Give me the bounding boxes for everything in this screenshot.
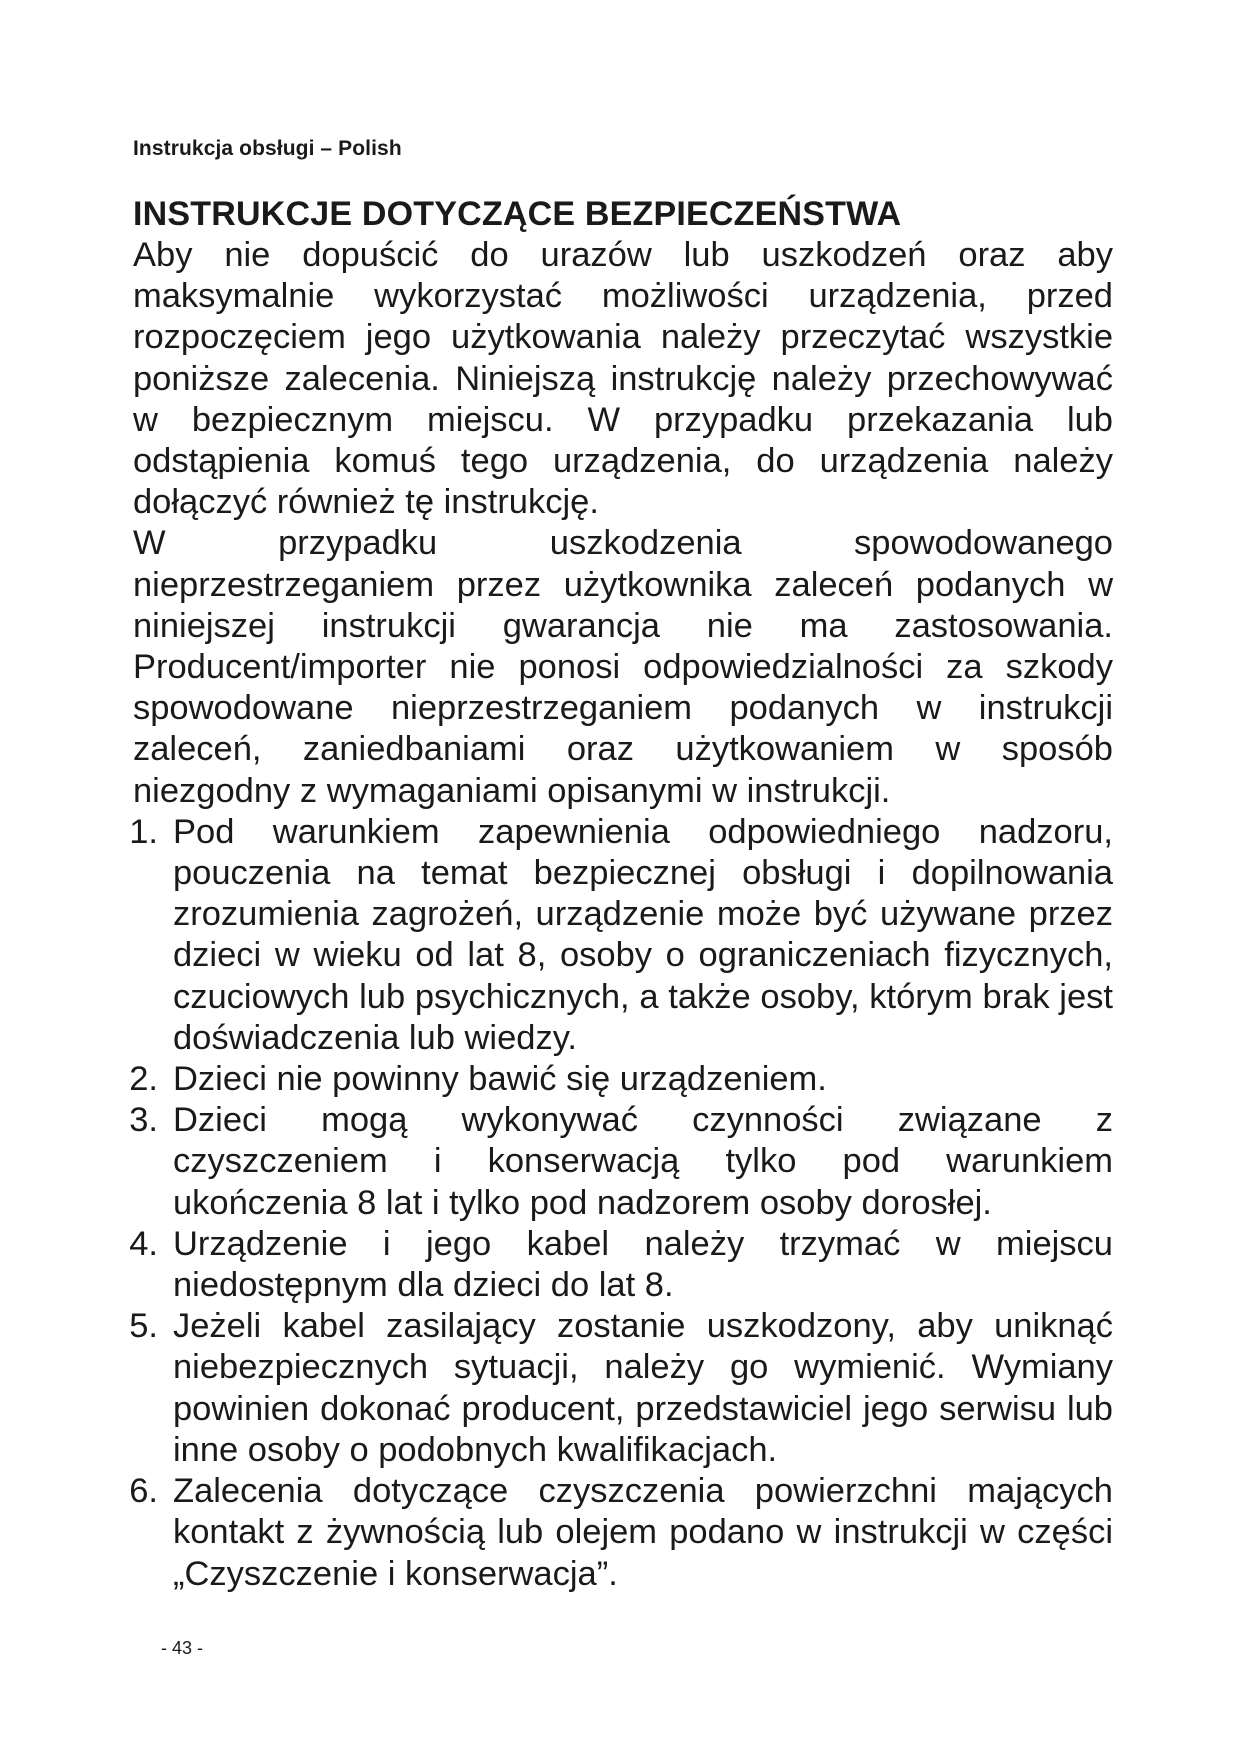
page-header: Instrukcja obsługi – Polish [133,137,402,160]
list-item [129,1224,1113,1306]
list-item [129,812,1113,1059]
list-item-text: Zalecenia dotyczące czyszczenia powierzchni mających kontakt z żywnością lub olejem podano w instrukcji w części „Czyszczenie i konserwacja”. [173,1472,1113,1593]
list-item-number: 5. [129,1307,158,1346]
list-item [129,1471,1113,1595]
page-number: - 43 - [161,1638,204,1658]
list-item-text: Dzieci mogą wykonywać czynności związane z czyszczeniem i konserwacją tylko pod warunkiem ukończenia 8 lat i tylko pod nadzorem osoby dorosłej. [173,1101,1113,1222]
list-item-number: 1. [129,812,158,851]
list-item-number: 2. [129,1060,158,1099]
list-item [129,1059,1113,1100]
list-item-number: 6. [129,1472,158,1511]
list-item-number: 4. [129,1224,158,1263]
list-item-text: Urządzenie i jego kabel należy trzymać w miejscu niedostępnym dla dzieci do lat 8. [173,1224,1113,1305]
section-title: INSTRUKCJE DOTYCZĄCE BEZPIECZEŃSTWA [133,195,902,233]
list-item-text: Jeżeli kabel zasilający zostanie uszkodzony, aby uniknąć niebezpiecznych sytuacji, należy go wymienić. Wymiany powinien dokonać producent, przedstawiciel jego serwisu lub inne osoby o podobnych kwalifikacjach. [173,1307,1113,1469]
list-item [129,1100,1113,1224]
warranty-paragraph: W przypadku uszkodzenia spowodowanego nieprzestrzeganiem przez użytkownika zaleceń podanych w niniejszej instrukcji gwarancja nie ma zastosowania. Producent/importer nie ponosi odpowiedzialności za szkody spowodowane nieprzestrzeganiem podanych w instrukcji zaleceń, zaniedbaniami oraz użytkowaniem w sposób niezgodny z wymaganiami opisanymi w instrukcji. [133,524,1113,810]
section-body [129,235,1113,1595]
intro-paragraph: Aby nie dopuścić do urazów lub uszkodzeń oraz aby maksymalnie wykorzystać możliwości urządzenia, przed rozpoczęciem jego użytkowania należy przeczytać wszystkie poniższe zalecenia. Niniejszą instrukcję należy przechowywać w bezpiecznym miejscu. W przypadku przekazania lub odstąpienia komuś tego urządzenia, do urządzenia należy dołączyć również tę instrukcję. [133,236,1113,522]
list-item-number: 3. [129,1101,158,1140]
list-item-text: Pod warunkiem zapewnienia odpowiedniego nadzoru, pouczenia na temat bezpiecznej obsługi i dopilnowania zrozumienia zagrożeń, urządzenie może być używane przez dzieci w wieku od lat 8, osoby o ograniczeniach fizycznych, czuciowych lub psychicznych, a także osoby, którym brak jest doświadczenia lub wiedzy. [173,812,1113,1057]
list-item [129,1306,1113,1471]
list-item-text: Dzieci nie powinny bawić się urządzeniem. [173,1060,827,1099]
safety-list [129,812,1113,1595]
